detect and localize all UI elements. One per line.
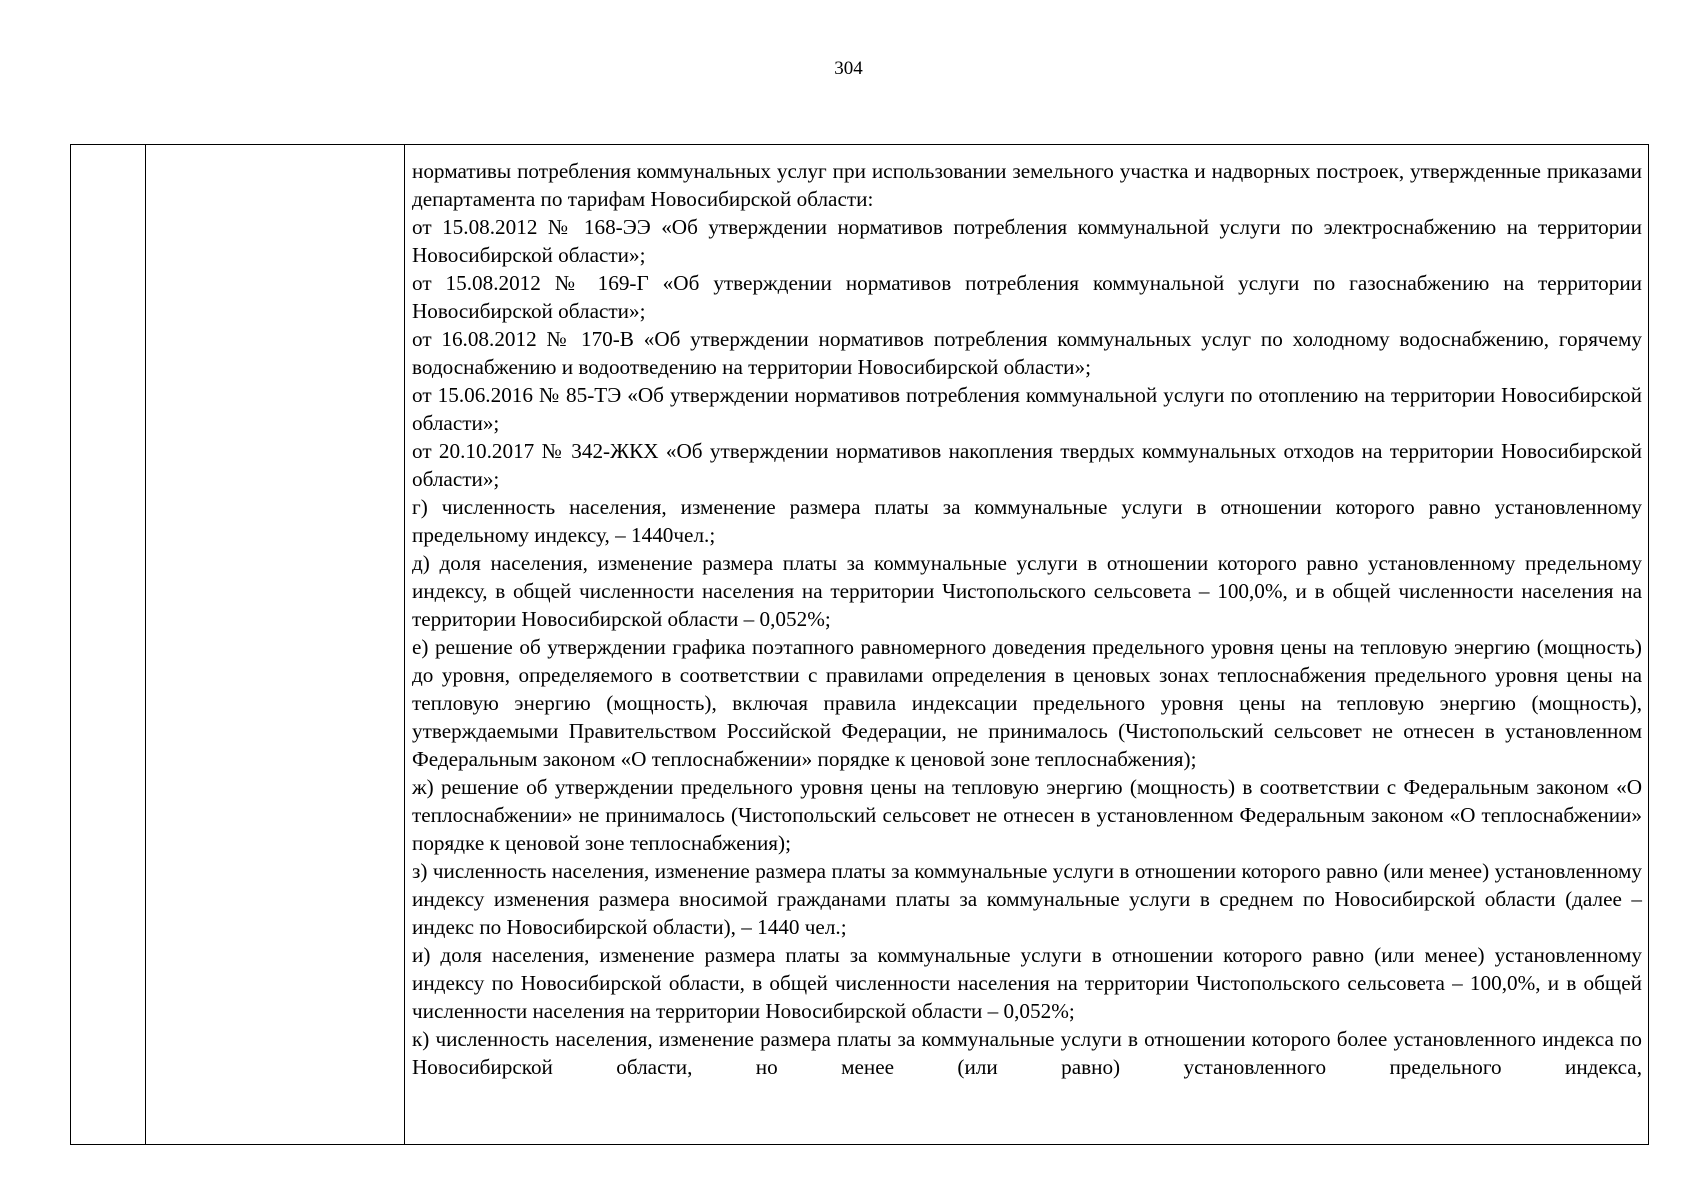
paragraph: ж) решение об утверждении предельного уровня цены на тепловую энергию (мощность) в соответствии с Федеральным законом «О теплоснабжении» не принималось (Чистопольский сельсовет не отнесен в установленном Федеральным законом «О теплоснабжении» порядке к ценовой зоне теплоснабжения); — [412, 775, 1642, 855]
paragraph: от 15.08.2012 № 169-Г «Об утверждении нормативов потребления коммунальной услуги по газоснабжению на территории Новосибирской области»; — [412, 271, 1642, 323]
paragraph: к) численность населения, изменение размера платы за коммунальные услуги в отношении которого более установленного индекса по Новосибирской области, но менее (или равно) установленного предельного индекса, — [412, 1027, 1642, 1079]
paragraph: от 16.08.2012 № 170-В «Об утверждении нормативов потребления коммунальных услуг по холодному водоснабжению, горячему водоснабжению и водоотведению на территории Новосибирской области»; — [412, 327, 1642, 379]
table-cell-text — [405, 145, 1649, 1145]
paragraph: е) решение об утверждении графика поэтапного равномерного доведения предельного уровня цены на тепловую энергию (мощность) до уровня, определяемого в соответствии с правилами определения в ценовых зонах теплоснабжения предельного уровня цены на тепловую энергию (мощность), включая правила индексации предельного уровня цены на тепловую энергию (мощность), утверждаемыми Правительством Российской Федерации, не принималось (Чистопольский сельсовет не отнесен в установленном Федеральным законом «О теплоснабжении» порядке к ценовой зоне теплоснабжения); — [412, 635, 1642, 771]
paragraph: з) численность населения, изменение размера платы за коммунальные услуги в отношении которого равно (или менее) установленному индексу изменения размера вносимой гражданами платы за коммунальные услуги в среднем по Новосибирской области (далее – индекс по Новосибирской области), – 1440 чел.; — [412, 859, 1642, 939]
paragraph: д) доля населения, изменение размера платы за коммунальные услуги в отношении которого равно установленному предельному индексу, в общей численности населения на территории Чистопольского сельсовета – 100,0%, и в общей численности населения на территории Новосибирской области – 0,052%; — [412, 551, 1642, 631]
table-cell-name — [146, 145, 405, 1145]
table-row — [71, 145, 1649, 1145]
paragraph: от 15.06.2016 № 85-ТЭ «Об утверждении нормативов потребления коммунальной услуги по отоплению на территории Новосибирской области»; — [412, 383, 1642, 435]
paragraph: от 15.08.2012 № 168-ЭЭ «Об утверждении нормативов потребления коммунальной услуги по электроснабжению на территории Новосибирской области»; — [412, 215, 1642, 267]
paragraph: г) численность населения, изменение размера платы за коммунальные услуги в отношении которого равно установленному предельному индексу, – 1440чел.; — [412, 495, 1642, 547]
paragraph: и) доля населения, изменение размера платы за коммунальные услуги в отношении которого равно (или менее) установленному индексу по Новосибирской области, в общей численности населения на территории Чистопольского сельсовета – 100,0%, и в общей численности населения на территории Новосибирской области – 0,052%; — [412, 943, 1642, 1023]
document-table — [70, 144, 1649, 1145]
paragraph: от 20.10.2017 № 342-ЖКХ «Об утверждении нормативов накопления твердых коммунальных отходов на территории Новосибирской области»; — [412, 439, 1642, 491]
paragraph: нормативы потребления коммунальных услуг при использовании земельного участка и надворных построек, утвержденные приказами департамента по тарифам Новосибирской области: — [412, 159, 1642, 211]
table-cell-number — [71, 145, 146, 1145]
page-number: 304 — [834, 58, 863, 79]
